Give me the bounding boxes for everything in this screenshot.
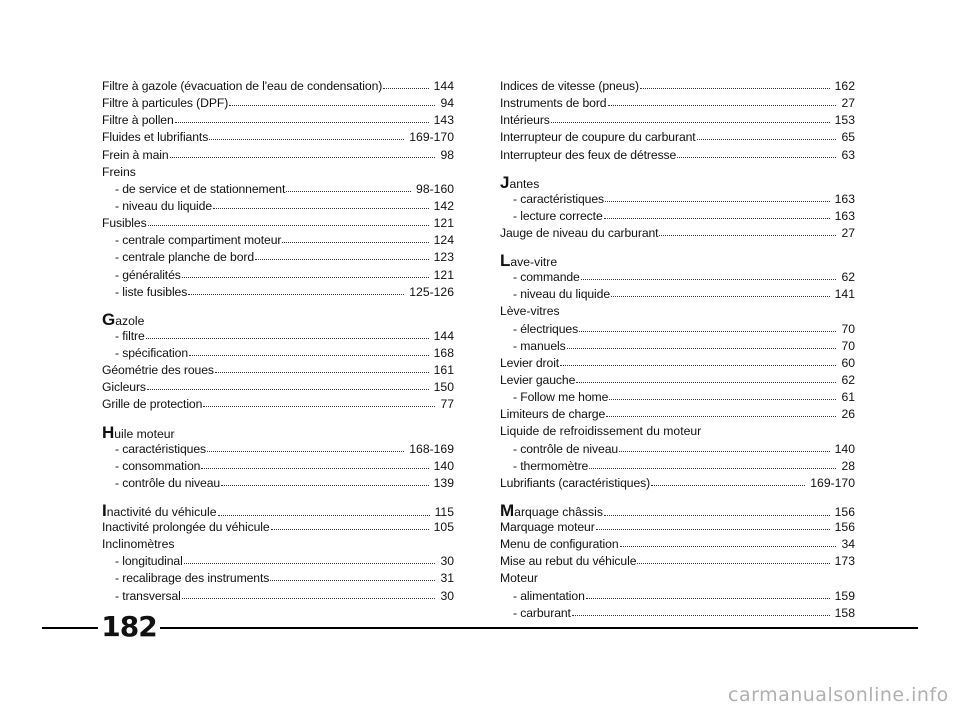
dot-leader xyxy=(572,607,830,617)
entry-label: Lubrifiants (caractéristiques) xyxy=(500,475,651,490)
entry-label: - caractéristiques xyxy=(115,441,206,456)
section-label: nactivité du véhicule xyxy=(106,504,217,519)
index-entry xyxy=(102,95,454,112)
index-subentry xyxy=(500,338,855,355)
index-column-right xyxy=(500,78,855,622)
index-entry xyxy=(500,553,855,570)
dot-leader xyxy=(677,149,836,159)
dot-leader xyxy=(560,357,836,367)
section-label: ave-vitre xyxy=(510,255,558,270)
page-reference: 30 xyxy=(440,588,454,603)
index-section-header xyxy=(500,249,855,269)
page-reference: 144 xyxy=(433,328,454,343)
page-reference: 159 xyxy=(834,588,855,603)
page-reference: 168 xyxy=(433,345,454,360)
index-entry xyxy=(500,355,855,372)
page-reference: 62 xyxy=(841,372,855,387)
dot-leader xyxy=(188,286,404,296)
entry-label: Fusibles xyxy=(102,216,147,231)
page-reference: 70 xyxy=(841,321,855,336)
dot-leader xyxy=(147,381,429,391)
dot-leader xyxy=(203,398,435,408)
page-reference: 124 xyxy=(433,233,454,248)
dot-leader xyxy=(182,269,429,279)
dot-leader xyxy=(651,477,805,487)
entry-label: - niveau du liquide xyxy=(115,198,213,213)
entry-label: Indices de vitesse (pneus) xyxy=(500,79,639,93)
index-subentry xyxy=(102,181,454,198)
dot-leader xyxy=(619,443,830,453)
section-letter: L xyxy=(500,251,511,271)
index-subentry xyxy=(500,588,855,605)
index-entry xyxy=(500,536,855,553)
page-reference: 98-160 xyxy=(416,181,454,196)
page-reference: 156 xyxy=(834,504,855,519)
entry-label: Jauge de niveau du carburant xyxy=(500,225,659,240)
page-reference: 144 xyxy=(433,79,454,93)
entry-label: - recalibrage des instruments xyxy=(115,571,270,586)
page-reference: 153 xyxy=(834,113,855,128)
index-subentry xyxy=(500,208,855,225)
page-reference: 123 xyxy=(433,250,454,265)
dot-leader xyxy=(697,131,837,141)
dot-leader xyxy=(182,590,436,600)
entry-label: Marquage moteur xyxy=(500,519,595,534)
entry-label: - commande xyxy=(513,270,580,285)
page-reference: 163 xyxy=(834,191,855,206)
index-section-header xyxy=(500,171,855,191)
entry-label: - thermomètre xyxy=(513,458,589,473)
page-number: 182 xyxy=(101,610,157,643)
page-reference: 158 xyxy=(834,605,855,620)
entry-label: Menu de configuration xyxy=(500,537,619,552)
page-reference: 26 xyxy=(841,407,855,422)
page-reference: 31 xyxy=(440,571,454,586)
dot-leader xyxy=(207,443,404,453)
index-entry xyxy=(102,78,454,95)
entry-label: Mise au rebut du véhicule xyxy=(500,554,637,569)
entry-label: - filtre xyxy=(115,328,145,343)
page-reference: 28 xyxy=(841,458,855,473)
entry-label: - carburant xyxy=(513,605,571,620)
page-reference: 173 xyxy=(834,554,855,569)
page-reference: 60 xyxy=(841,355,855,370)
index-subentry xyxy=(102,328,454,345)
dot-leader xyxy=(604,505,830,516)
index-subentry xyxy=(102,553,454,570)
page-reference: 34 xyxy=(841,537,855,552)
page-reference: 70 xyxy=(841,338,855,353)
index-entry xyxy=(102,379,454,396)
entry-label: - Follow me home xyxy=(513,390,609,405)
entry-label: - électriques xyxy=(513,321,579,336)
index-subentry xyxy=(102,267,454,284)
entry-label: Interrupteur des feux de détresse xyxy=(500,147,677,162)
entry-label: - longitudinal xyxy=(115,554,183,569)
dot-leader xyxy=(286,183,411,193)
dot-leader xyxy=(271,521,429,531)
entry-label: - niveau du liquide xyxy=(513,287,611,302)
entry-label: - lecture correcte xyxy=(513,208,603,223)
section-label: azole xyxy=(115,313,145,328)
index-subentry xyxy=(500,286,855,303)
footer-rule-left xyxy=(42,627,98,629)
page-reference: 63 xyxy=(841,147,855,162)
dot-leader xyxy=(218,505,430,516)
index-subentry xyxy=(500,441,855,458)
page-reference: 141 xyxy=(834,287,855,302)
dot-leader xyxy=(586,590,830,600)
page-reference: 98 xyxy=(440,147,454,162)
entry-label: Grille de protection xyxy=(102,397,203,412)
index-section-header xyxy=(500,499,855,519)
index-subentry xyxy=(102,458,454,475)
page-reference: 27 xyxy=(841,96,855,111)
page-reference: 162 xyxy=(834,79,855,93)
page-reference: 125-126 xyxy=(409,284,454,299)
index-subentry xyxy=(500,458,855,475)
index-entry xyxy=(102,396,454,413)
index-subentry xyxy=(102,570,454,587)
index-subentry xyxy=(102,441,454,458)
index-entry xyxy=(500,225,855,242)
index-entry xyxy=(500,475,855,492)
index-subentry xyxy=(500,191,855,208)
dot-leader xyxy=(659,227,836,237)
entry-label: Inactivité prolongée du véhicule xyxy=(102,519,270,534)
index-subentry xyxy=(500,321,855,338)
index-subentry xyxy=(500,269,855,286)
index-entry-heading: Freins xyxy=(102,164,136,179)
index-entry xyxy=(500,406,855,423)
index-entry-heading: Inclinomètres xyxy=(102,537,175,552)
page-reference: 139 xyxy=(433,475,454,490)
entry-label: - consommation xyxy=(115,458,201,473)
entry-label: - alimentation xyxy=(513,588,585,603)
page-reference: 142 xyxy=(433,198,454,213)
dot-leader xyxy=(608,97,837,107)
entry-label: - contrôle de niveau xyxy=(513,441,619,456)
index-section-header xyxy=(102,421,454,441)
entry-label: - manuels xyxy=(513,338,566,353)
dot-leader xyxy=(170,149,436,159)
entry-label: Limiteurs de charge xyxy=(500,407,606,422)
entry-label: - liste fusibles xyxy=(115,284,188,299)
section-letter: G xyxy=(102,309,116,329)
index-subentry xyxy=(102,232,454,249)
dot-leader xyxy=(383,80,428,90)
index-entry xyxy=(500,112,855,129)
section-label: antes xyxy=(509,176,540,191)
index-section-header xyxy=(102,308,454,328)
index-entry xyxy=(102,147,454,164)
entry-label: Gicleurs xyxy=(102,380,146,395)
page-reference: 121 xyxy=(433,216,454,231)
dot-leader xyxy=(576,374,836,384)
section-letter: I xyxy=(102,500,107,520)
page-reference: 65 xyxy=(841,130,855,145)
index-entry-heading: Moteur xyxy=(500,571,538,586)
dot-leader xyxy=(148,217,429,227)
entry-label: - transversal xyxy=(115,588,181,603)
dot-leader xyxy=(270,572,435,582)
dot-leader xyxy=(215,364,429,374)
dot-leader xyxy=(282,234,428,244)
index-entry xyxy=(102,215,454,232)
dot-leader xyxy=(184,555,436,565)
index-entry xyxy=(500,95,855,112)
entry-label: Filtre à pollen xyxy=(102,113,174,128)
index-entry xyxy=(500,372,855,389)
entry-label: - caractéristiques xyxy=(513,191,604,206)
watermark: carmanualsonline.info xyxy=(728,684,949,706)
page-reference: 27 xyxy=(841,225,855,240)
dot-leader xyxy=(189,347,429,357)
entry-label: Interrupteur de coupure du carburant xyxy=(500,130,696,145)
dot-leader xyxy=(581,271,837,281)
page-reference: 105 xyxy=(433,519,454,534)
dot-leader xyxy=(589,460,836,470)
entry-label: Filtre à gazole (évacuation de l'eau de condensation) xyxy=(102,79,383,93)
dot-leader xyxy=(604,210,830,220)
dot-leader xyxy=(640,80,830,90)
index-entry xyxy=(102,362,454,379)
section-letter: M xyxy=(500,500,515,520)
dot-leader xyxy=(620,538,837,548)
dot-leader xyxy=(609,391,836,401)
section-letter: J xyxy=(500,172,510,192)
dot-leader xyxy=(213,200,429,210)
page-reference: 62 xyxy=(841,270,855,285)
page-reference: 115 xyxy=(434,504,454,519)
entry-label: Levier gauche xyxy=(500,372,576,387)
dot-leader xyxy=(605,193,830,203)
index-entry xyxy=(500,519,855,536)
footer-rule-right xyxy=(160,627,918,629)
dot-leader xyxy=(579,323,836,333)
page-reference: 168-169 xyxy=(409,441,454,456)
index-column-left xyxy=(102,78,454,605)
index-entry-heading: Liquide de refroidissement du moteur xyxy=(500,424,702,439)
index-entry xyxy=(500,147,855,164)
entry-label: Filtre à particules (DPF) xyxy=(102,96,229,111)
dot-leader xyxy=(611,288,830,298)
index-entry xyxy=(102,112,454,129)
dot-leader xyxy=(229,97,435,107)
dot-leader xyxy=(567,340,837,350)
index-entry xyxy=(102,129,454,146)
dot-leader xyxy=(606,408,836,418)
entry-label: - de service et de stationnement xyxy=(115,181,286,196)
dot-leader xyxy=(255,251,429,261)
entry-label: Frein à main xyxy=(102,147,169,162)
index-subentry xyxy=(102,475,454,492)
index-entry xyxy=(500,129,855,146)
index-subentry xyxy=(102,198,454,215)
entry-label: - généralités xyxy=(115,267,181,282)
index-subentry xyxy=(500,605,855,622)
dot-leader xyxy=(637,555,829,565)
dot-leader xyxy=(175,114,429,124)
page-reference: 140 xyxy=(433,458,454,473)
entry-label: - centrale planche de bord xyxy=(115,250,255,265)
entry-label: Instruments de bord xyxy=(500,96,607,111)
index-subentry xyxy=(102,284,454,301)
index-subentry xyxy=(102,588,454,605)
dot-leader xyxy=(201,460,428,470)
entry-label: Fluides et lubrifiants xyxy=(102,130,209,145)
entry-label: - spécification xyxy=(115,345,189,360)
page-reference: 161 xyxy=(433,363,454,378)
index-subentry xyxy=(102,249,454,266)
page-reference: 140 xyxy=(834,441,855,456)
page-reference: 156 xyxy=(834,519,855,534)
entry-label: Intérieurs xyxy=(500,113,550,128)
entry-label: Géométrie des roues xyxy=(102,363,214,378)
index-subentry xyxy=(102,345,454,362)
page-reference: 77 xyxy=(440,397,454,412)
index-entry xyxy=(500,78,855,95)
page-reference: 121 xyxy=(433,267,454,282)
index-entry-heading: Lève-vitres xyxy=(500,304,560,319)
page-reference: 169-170 xyxy=(409,130,454,145)
section-label: arquage châssis xyxy=(514,504,603,519)
section-letter: H xyxy=(102,422,115,442)
entry-label: - contrôle du niveau xyxy=(115,475,221,490)
page-reference: 30 xyxy=(440,554,454,569)
dot-leader xyxy=(209,131,404,141)
dot-leader xyxy=(221,477,429,487)
dot-leader xyxy=(596,521,830,531)
page-reference: 163 xyxy=(834,208,855,223)
dot-leader xyxy=(551,114,830,124)
entry-label: Levier droit xyxy=(500,355,560,370)
dot-leader xyxy=(146,330,429,340)
page-reference: 94 xyxy=(440,96,454,111)
page-reference: 143 xyxy=(433,113,454,128)
page-reference: 61 xyxy=(841,390,855,405)
page-reference: 150 xyxy=(433,380,454,395)
index-entry xyxy=(102,519,454,536)
entry-label: - centrale compartiment moteur xyxy=(115,233,282,248)
index-subentry xyxy=(500,389,855,406)
index-section-header xyxy=(102,499,454,519)
page-reference: 169-170 xyxy=(810,475,855,490)
section-label: uile moteur xyxy=(114,426,175,441)
